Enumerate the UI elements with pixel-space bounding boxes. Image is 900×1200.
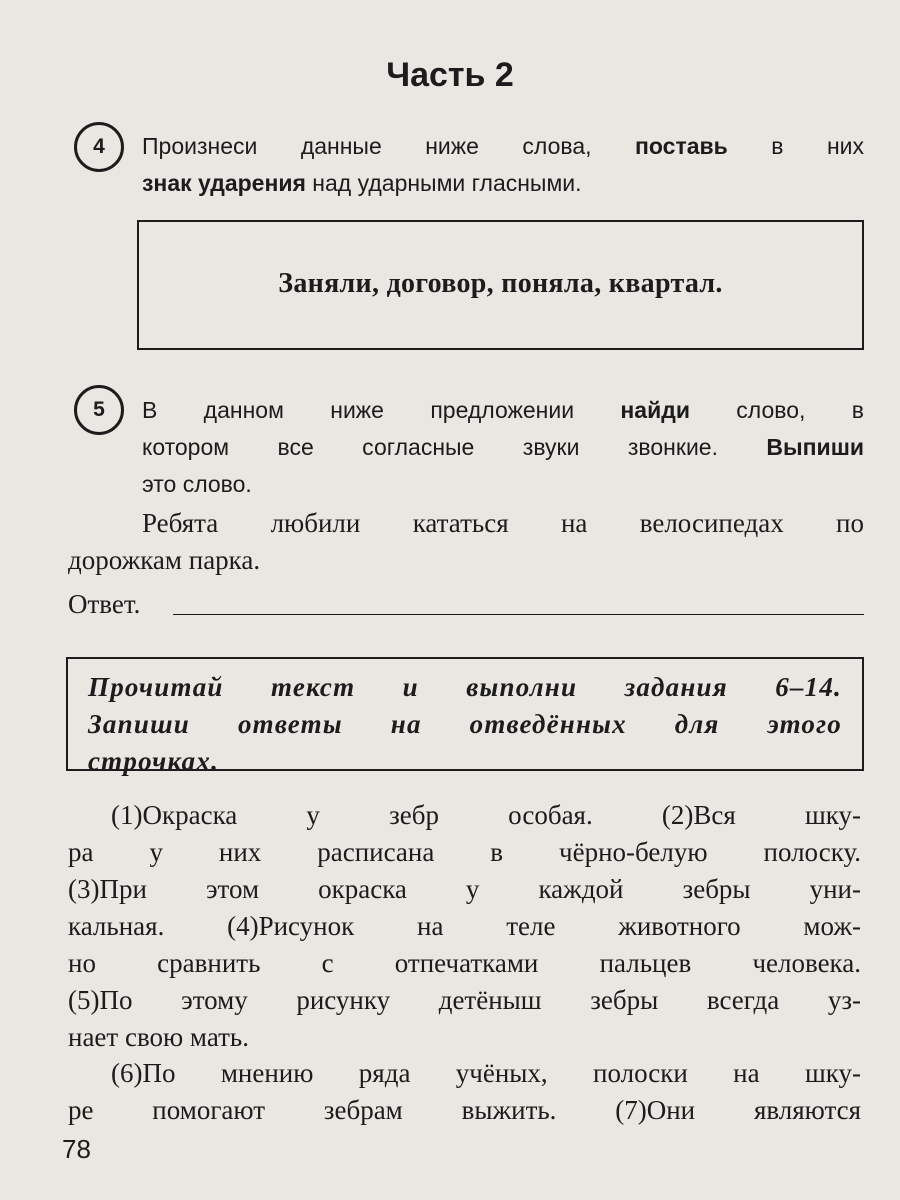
reading-line-1: (1)Окраска у зебр особая. (2)Вся шку-: [111, 800, 861, 830]
reading-line-8-wrap: [111, 1055, 861, 1092]
task-5-number: 5: [74, 385, 124, 435]
stress-words: Заняли, договор, поняла, квартал.: [278, 268, 723, 299]
reading-text: [68, 834, 861, 1056]
task-5-line-1: В данном ниже предложении найди слово, в: [142, 397, 864, 423]
reading-line-9-wrap: [68, 1092, 861, 1129]
reading-line-9: ре помогают зебрам выжить. (7)Они являются: [68, 1095, 861, 1125]
instruction-line-2: Запиши ответы на отведённых для этого: [88, 709, 842, 739]
reading-line-1-wrap: [111, 797, 861, 834]
task-4-line-2: знак ударения над ударными гласными.: [142, 170, 582, 196]
task-5-sentence-cont: [68, 542, 864, 579]
reading-line-8: (6)По мнению ряда учёных, полоски на шку-: [111, 1058, 861, 1088]
instruction-box: [66, 657, 864, 776]
task-5-sentence-line-2: дорожкам парка.: [68, 545, 261, 575]
instruction-line-3: строчках.: [88, 746, 220, 776]
words-box: [137, 220, 864, 350]
task-4-text: [142, 128, 864, 202]
reading-line-3: (3)При этом окраска у каждой зебры уни-: [68, 874, 861, 904]
task-4-line-1: Произнеси данные ниже слова, поставь в них: [142, 133, 864, 159]
reading-line-7: нает свою мать.: [68, 1022, 249, 1052]
part-title: Часть 2: [386, 56, 514, 94]
task-5-sentence-line-1: Ребята любили кататься на велосипедах по: [142, 508, 864, 538]
reading-line-5: но сравнить с отпечатками пальцев человека.: [68, 948, 861, 978]
reading-line-4: кальная. (4)Рисунок на теле животного мож-: [68, 911, 861, 941]
page-number: 78: [62, 1134, 91, 1164]
answer-label: Ответ.: [68, 589, 141, 619]
reading-line-2: ра у них расписана в чёрно-белую полоску.: [68, 837, 861, 867]
task-5-line-3: это слово.: [142, 471, 252, 497]
task-5-line-2: котором все согласные звуки звонкие. Выпиши: [142, 434, 864, 460]
reading-line-6: (5)По этому рисунку детёныш зебры всегда уз-: [68, 985, 861, 1015]
instruction-text: [88, 669, 842, 780]
instruction-line-1: Прочитай текст и выполни задания 6–14.: [88, 672, 842, 702]
task-5-text: [142, 392, 864, 503]
task-5-sentence: [142, 505, 864, 542]
answer-line[interactable]: [173, 614, 864, 615]
task-4-number: 4: [74, 122, 124, 172]
